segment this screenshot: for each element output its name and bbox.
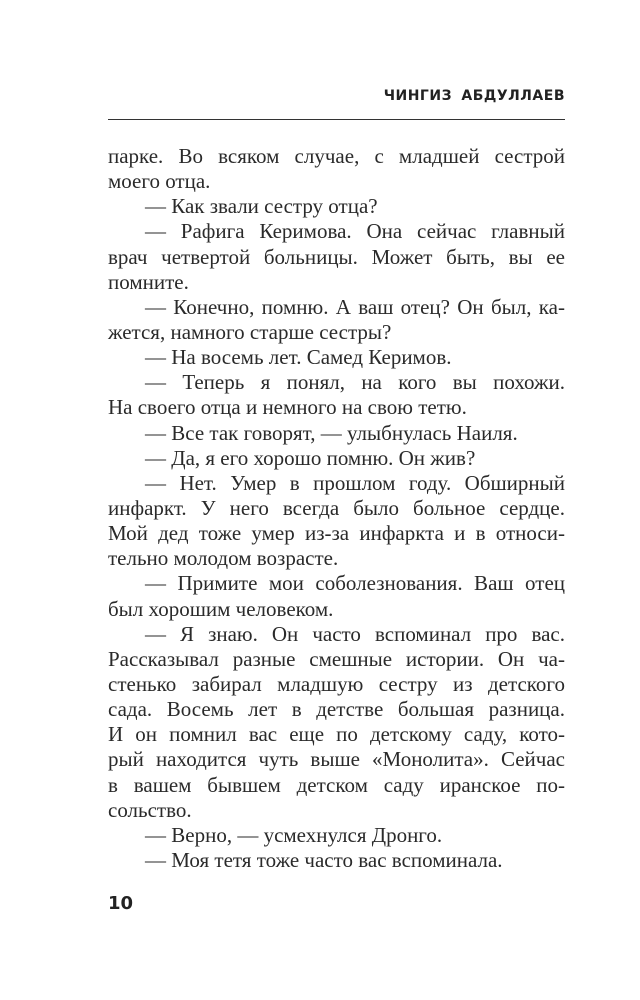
page-number: 10 (108, 893, 134, 914)
text-line: Рассказывал разные смешные истории. Он ча- (108, 646, 565, 671)
header-rule (108, 119, 565, 120)
text-line: — Я знаю. Он часто вспоминал про вас. (145, 621, 565, 646)
text-line: рый находится чуть выше «Монолита». Сейчас (108, 747, 565, 772)
text-line: помните. (108, 269, 189, 294)
text-line: — На восемь лет. Самед Керимов. (145, 345, 452, 370)
text-line: — Рафига Керимова. Она сейчас главный (145, 219, 565, 244)
text-line: И он помнил вас еще по детскому саду, кото- (108, 722, 565, 747)
text-line: сада. Восемь лет в детстве большая разница. (108, 697, 565, 722)
text-line: тельно молодом возрасте. (108, 546, 339, 571)
text-line: парке. Во всяком случае, с младшей сестрой (108, 144, 565, 168)
text-line: — Да, я его хорошо помню. Он жив? (145, 445, 476, 470)
text-line: — Все так говорят, — улыбнулась Наиля. (145, 420, 518, 445)
text-line: инфаркт. У него всегда было больное сердце. (108, 495, 565, 520)
text-line: жется, намного старше сестры? (108, 319, 392, 344)
text-line: врач четвертой больницы. Может быть, вы ее (108, 244, 565, 269)
text-line: — Примите мои соболезнования. Ваш отец (145, 571, 565, 596)
text-line: На своего отца и немного на свою тетю. (108, 395, 467, 420)
page-body-text (108, 144, 565, 873)
text-line: — Конечно, помню. А ваш отец? Он был, ка- (145, 294, 565, 319)
text-line: стенько забирал младшую сестру из детского (108, 671, 565, 696)
text-line: был хорошим человеком. (108, 596, 334, 621)
text-line: Мой дед тоже умер из-за инфаркта и в относи- (108, 521, 565, 546)
text-line: — Как звали сестру отца? (145, 194, 378, 219)
text-line: в вашем бывшем детском саду иранское по- (108, 772, 565, 797)
text-line: — Моя тетя тоже часто вас вспоминала. (145, 847, 503, 872)
text-line: — Теперь я понял, на кого вы похожи. (145, 370, 565, 395)
running-header-author: ЧИНГИЗ АБДУЛЛАЕВ (383, 88, 565, 104)
text-line: моего отца. (108, 169, 211, 194)
text-line: — Верно, — усмехнулся Дронго. (145, 822, 443, 847)
text-line: сольство. (108, 797, 192, 822)
text-line: — Нет. Умер в прошлом году. Обширный (145, 470, 565, 495)
